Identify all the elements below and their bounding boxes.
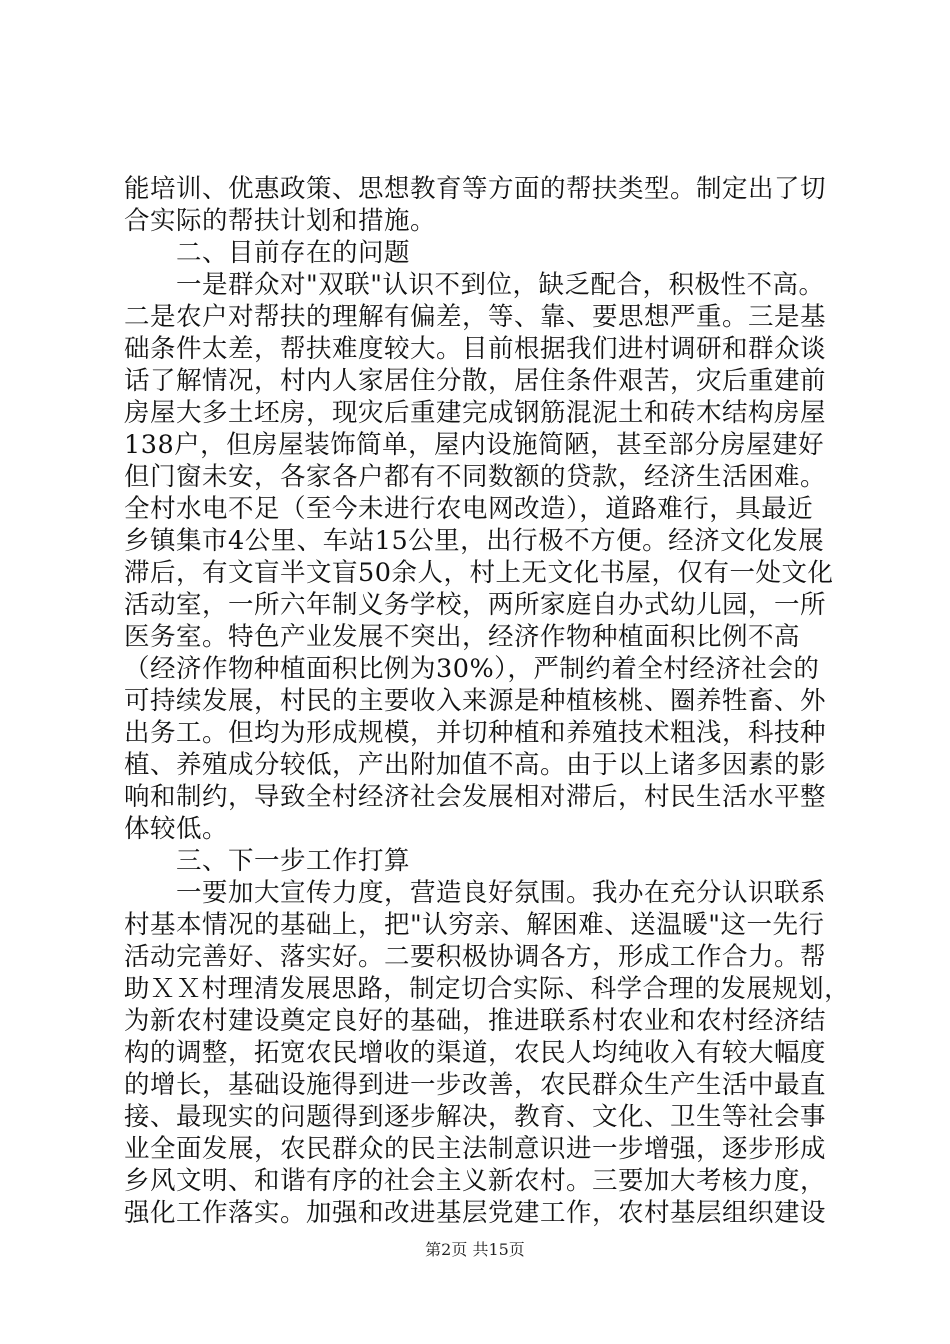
text-line: 村基本情况的基础上，把"认穷亲、解困难、送温暖"这一先行 (124, 910, 825, 940)
text-line: 话了解情况，村内人家居住分散，居住条件艰苦，灾后重建前 (124, 366, 827, 396)
text-line: 活动室，一所六年制义务学校，两所家庭自办式幼儿园，一所 (124, 590, 827, 620)
text-line: 滞后，有文盲半文盲50余人，村上无文化书屋，仅有一处文化 (124, 558, 834, 588)
text-line: （经济作物种植面积比例为30%），严制约着全村经济社会的 (124, 654, 820, 684)
page-footer: 第2页 共15页 (425, 1240, 525, 1259)
text-line: 活动完善好、落实好。二要积极协调各方，形成工作合力。帮 (124, 942, 827, 972)
text-line: 业全面发展，农民群众的民主法制意识进一步增强，逐步形成 (124, 1134, 827, 1164)
text-line: 138户，但房屋装饰简单，屋内设施简陋，甚至部分房屋建好 (124, 430, 825, 460)
text-line: 响和制约，导致全村经济社会发展相对滞后，村民生活水平整 (124, 782, 827, 812)
text-line: 能培训、优惠政策、思想教育等方面的帮扶类型。制定出了切 (124, 174, 827, 204)
text-line: 为新农村建设奠定良好的基础，推进联系村农业和农村经济结 (124, 1006, 827, 1036)
section-heading: 二、目前存在的问题 (124, 238, 411, 268)
text-line: 乡镇集市4公里、车站15公里，出行极不方便。经济文化发展 (124, 526, 825, 556)
text-line: 合实际的帮扶计划和措施。 (124, 206, 437, 236)
text-line: 可持续发展，村民的主要收入来源是种植核桃、圈养牲畜、外 (124, 686, 827, 716)
text-line: 全村水电不足（至今未进行农电网改造），道路难行，具最近 (124, 494, 814, 524)
text-line: 但门窗未安，各家各户都有不同数额的贷款，经济生活困难。 (124, 462, 827, 492)
text-line: 体较低。 (124, 814, 229, 844)
text-line: 出务工。但均为形成规模，并切种植和养殖技术粗浅，科技种 (124, 718, 827, 748)
text-line: 础条件太差，帮扶难度较大。目前根据我们进村调研和群众谈 (124, 334, 827, 364)
text-line: 乡风文明、和谐有序的社会主义新农村。三要加大考核力度， (124, 1166, 827, 1196)
text-line: 医务室。特色产业发展不突出，经济作物种植面积比例不高 (124, 622, 801, 652)
text-line: 一要加大宣传力度，营造良好氛围。我办在充分认识联系 (124, 878, 827, 908)
text-line: 房屋大多土坯房，现灾后重建完成钢筋混泥土和砖木结构房屋 (124, 398, 827, 428)
text-line: 强化工作落实。加强和改进基层党建工作，农村基层组织建设 (124, 1198, 827, 1228)
text-line: 助ＸＸ村理清发展思路，制定切合实际、科学合理的发展规划， (124, 974, 851, 1004)
text-line: 二是农户对帮扶的理解有偏差，等、靠、要思想严重。三是基 (124, 302, 827, 332)
text-line: 接、最现实的问题得到逐步解决，教育、文化、卫生等社会事 (124, 1102, 827, 1132)
section-heading: 三、下一步工作打算 (124, 846, 411, 876)
text-line: 的增长，基础设施得到进一步改善，农民群众生产生活中最直 (124, 1070, 827, 1100)
text-line: 构的调整，拓宽农民增收的渠道，农民人均纯收入有较大幅度 (124, 1038, 827, 1068)
text-line: 一是群众对"双联"认识不到位，缺乏配合，积极性不高。 (124, 270, 825, 300)
text-line: 植、养殖成分较低，产出附加值不高。由于以上诸多因素的影 (124, 750, 827, 780)
